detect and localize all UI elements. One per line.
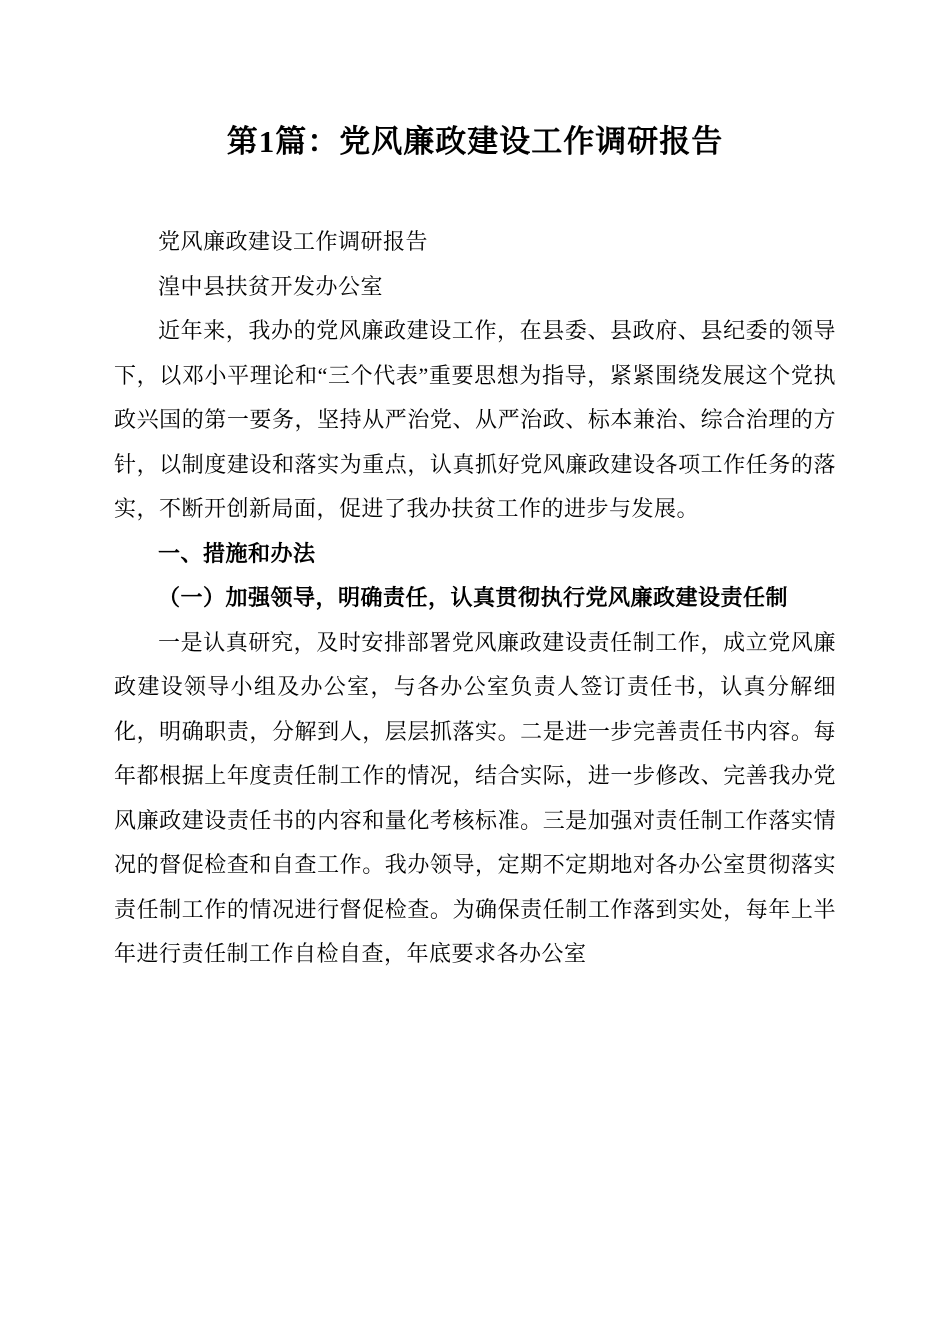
paragraph-report-title-line: 党风廉政建设工作调研报告 <box>158 229 429 255</box>
section-heading-measures: 一、措施和办法 <box>158 540 316 566</box>
subsection-heading-leadership: （一）加强领导，明确责任，认真贯彻执行党风廉政建设责任制 <box>158 585 789 611</box>
paragraph-introduction: 近年来，我办的党风廉政建设工作，在县委、县政府、县纪委的领导下，以邓小平理论和“三个代表”重要思想为指导，紧紧围绕发展这个党执政兴国的第一要务，坚持从严治党、从严治政、标本兼治、综合治理的方针，以制度建设和落实为重点，认真抓好党风廉政建设各项工作任务的落实，不断开创新局面，促进了我办扶贫工作的进步与发展。 <box>114 318 836 522</box>
document-title: 第1篇：党风廉政建设工作调研报告 <box>226 124 724 159</box>
paragraph-office-name: 湟中县扶贫开发办公室 <box>158 273 384 299</box>
paragraph-responsibility-system: 一是认真研究，及时安排部署党风廉政建设责任制工作，成立党风廉政建设领导小组及办公室，与各办公室负责人签订责任书，认真分解细化，明确职责，分解到人，层层抓落实。二是进一步完善责任书内容。每年都根据上年度责任制工作的情况，结合实际，进一步修改、完善我办党风廉政建设责任书的内容和量化考核标准。三是加强对责任制工作落实情况的督促检查和自查工作。我办领导，定期不定期地对各办公室贯彻落实责任制工作的情况进行督促检查。为确保责任制工作落到实处，每年上半年进行责任制工作自检自查，年底要求各办公室 <box>114 629 836 967</box>
